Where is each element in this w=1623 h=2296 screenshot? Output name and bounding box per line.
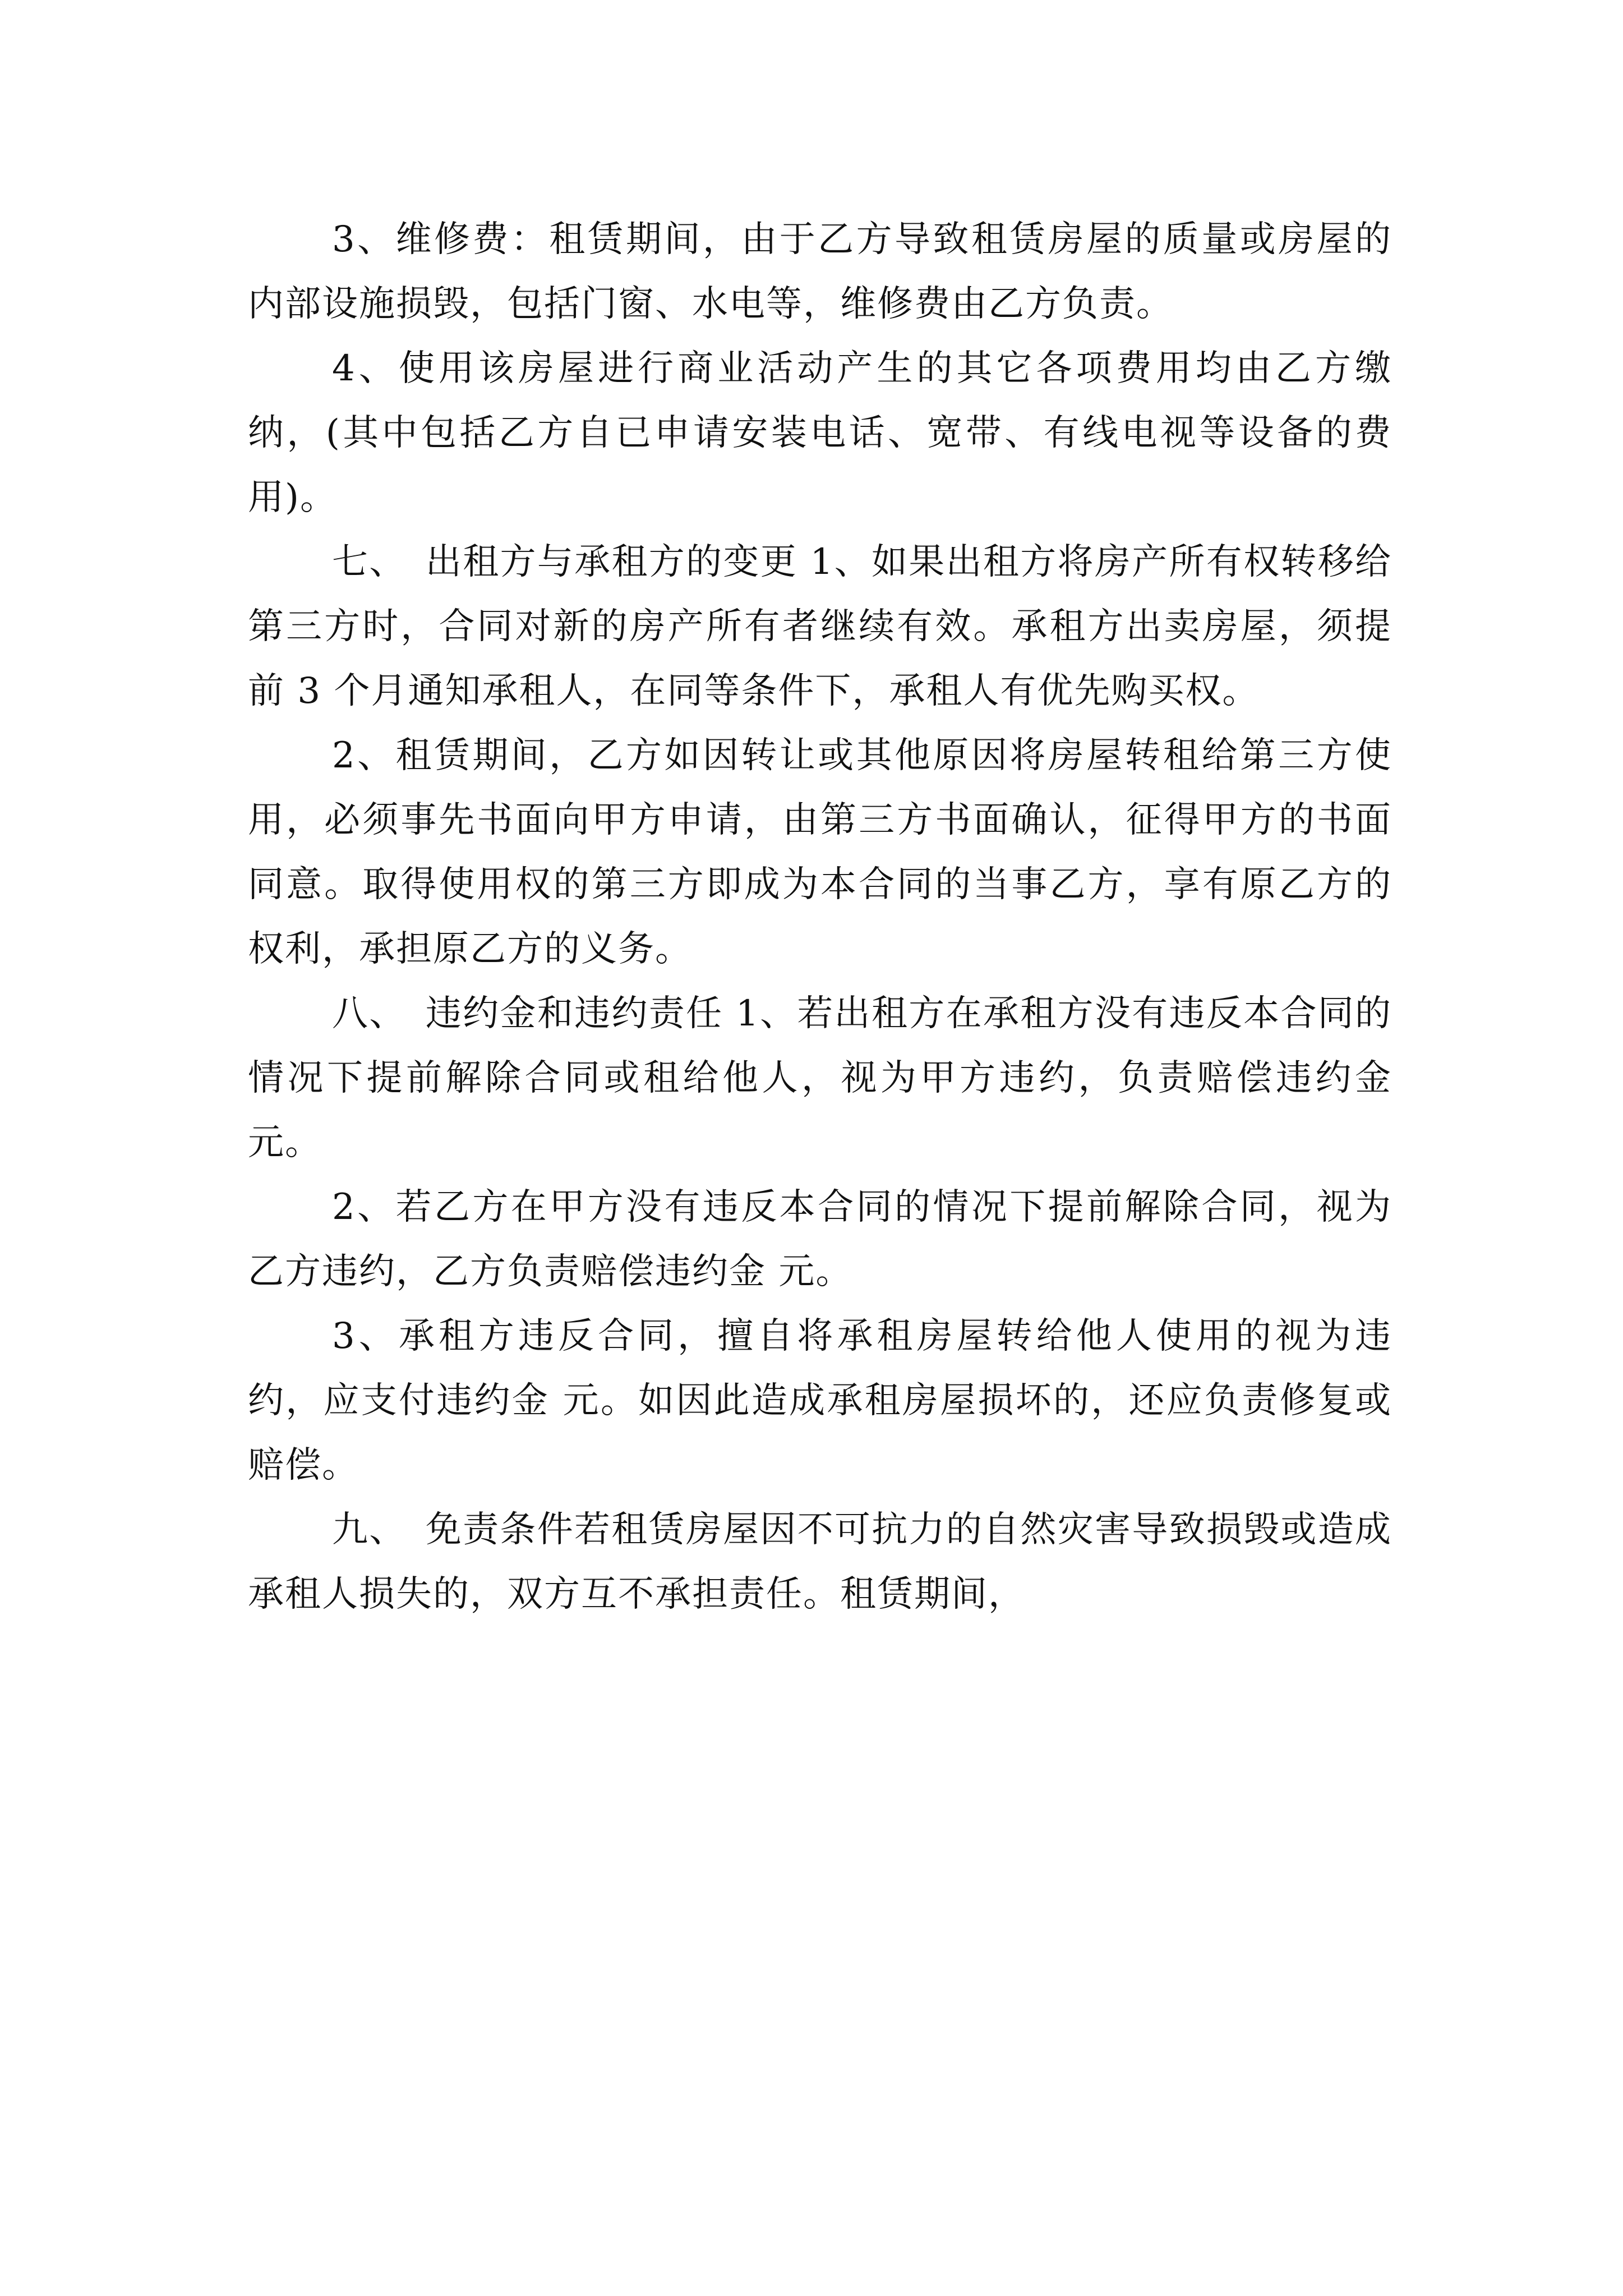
document-body	[248, 208, 1392, 1627]
paragraph-section-eight: 八、 违约金和违约责任 1、若出租方在承租方没有违反本合同的情况下提前解除合同或租给他人，视为甲方违约，负责赔偿违约金 元。	[248, 993, 1392, 1163]
paragraph-section-seven: 七、 出租方与承租方的变更 1、如果出租方将房产所有权转移给第三方时，合同对新的房产所有者继续有效。承租方出卖房屋，须提前 3 个月通知承租人，在同等条件下，承租人有优先购买权。	[248, 541, 1392, 712]
paragraph-sublease: 2、租赁期间，乙方如因转让或其他原因将房屋转租给第三方使用，必须事先书面向甲方申请，由第三方书面确认，征得甲方的书面同意。取得使用权的第三方即成为本合同的当事乙方，享有原乙方的权利，承担原乙方的义务。	[248, 735, 1392, 970]
paragraph-repair-fee: 3、维修费：租赁期间，由于乙方导致租赁房屋的质量或房屋的内部设施损毁，包括门窗、水电等，维修费由乙方负责。	[248, 219, 1392, 325]
paragraph-unauthorized-transfer: 3、承租方违反合同，擅自将承租房屋转给他人使用的视为违约，应支付违约金 元。如因此造成承租房屋损坏的，还应负责修复或赔偿。	[248, 1315, 1392, 1486]
paragraph-section-nine: 九、 免责条件若租赁房屋因不可抗力的自然灾害导致损毁或造成承租人损失的，双方互不承担责任。租赁期间，	[248, 1509, 1392, 1615]
paragraph-other-fees: 4、使用该房屋进行商业活动产生的其它各项费用均由乙方缴纳，(其中包括乙方自已申请安装电话、宽带、有线电视等设备的费用)。	[248, 348, 1392, 518]
paragraph-tenant-breach: 2、若乙方在甲方没有违反本合同的情况下提前解除合同，视为乙方违约，乙方负责赔偿违约金 元。	[248, 1186, 1392, 1292]
